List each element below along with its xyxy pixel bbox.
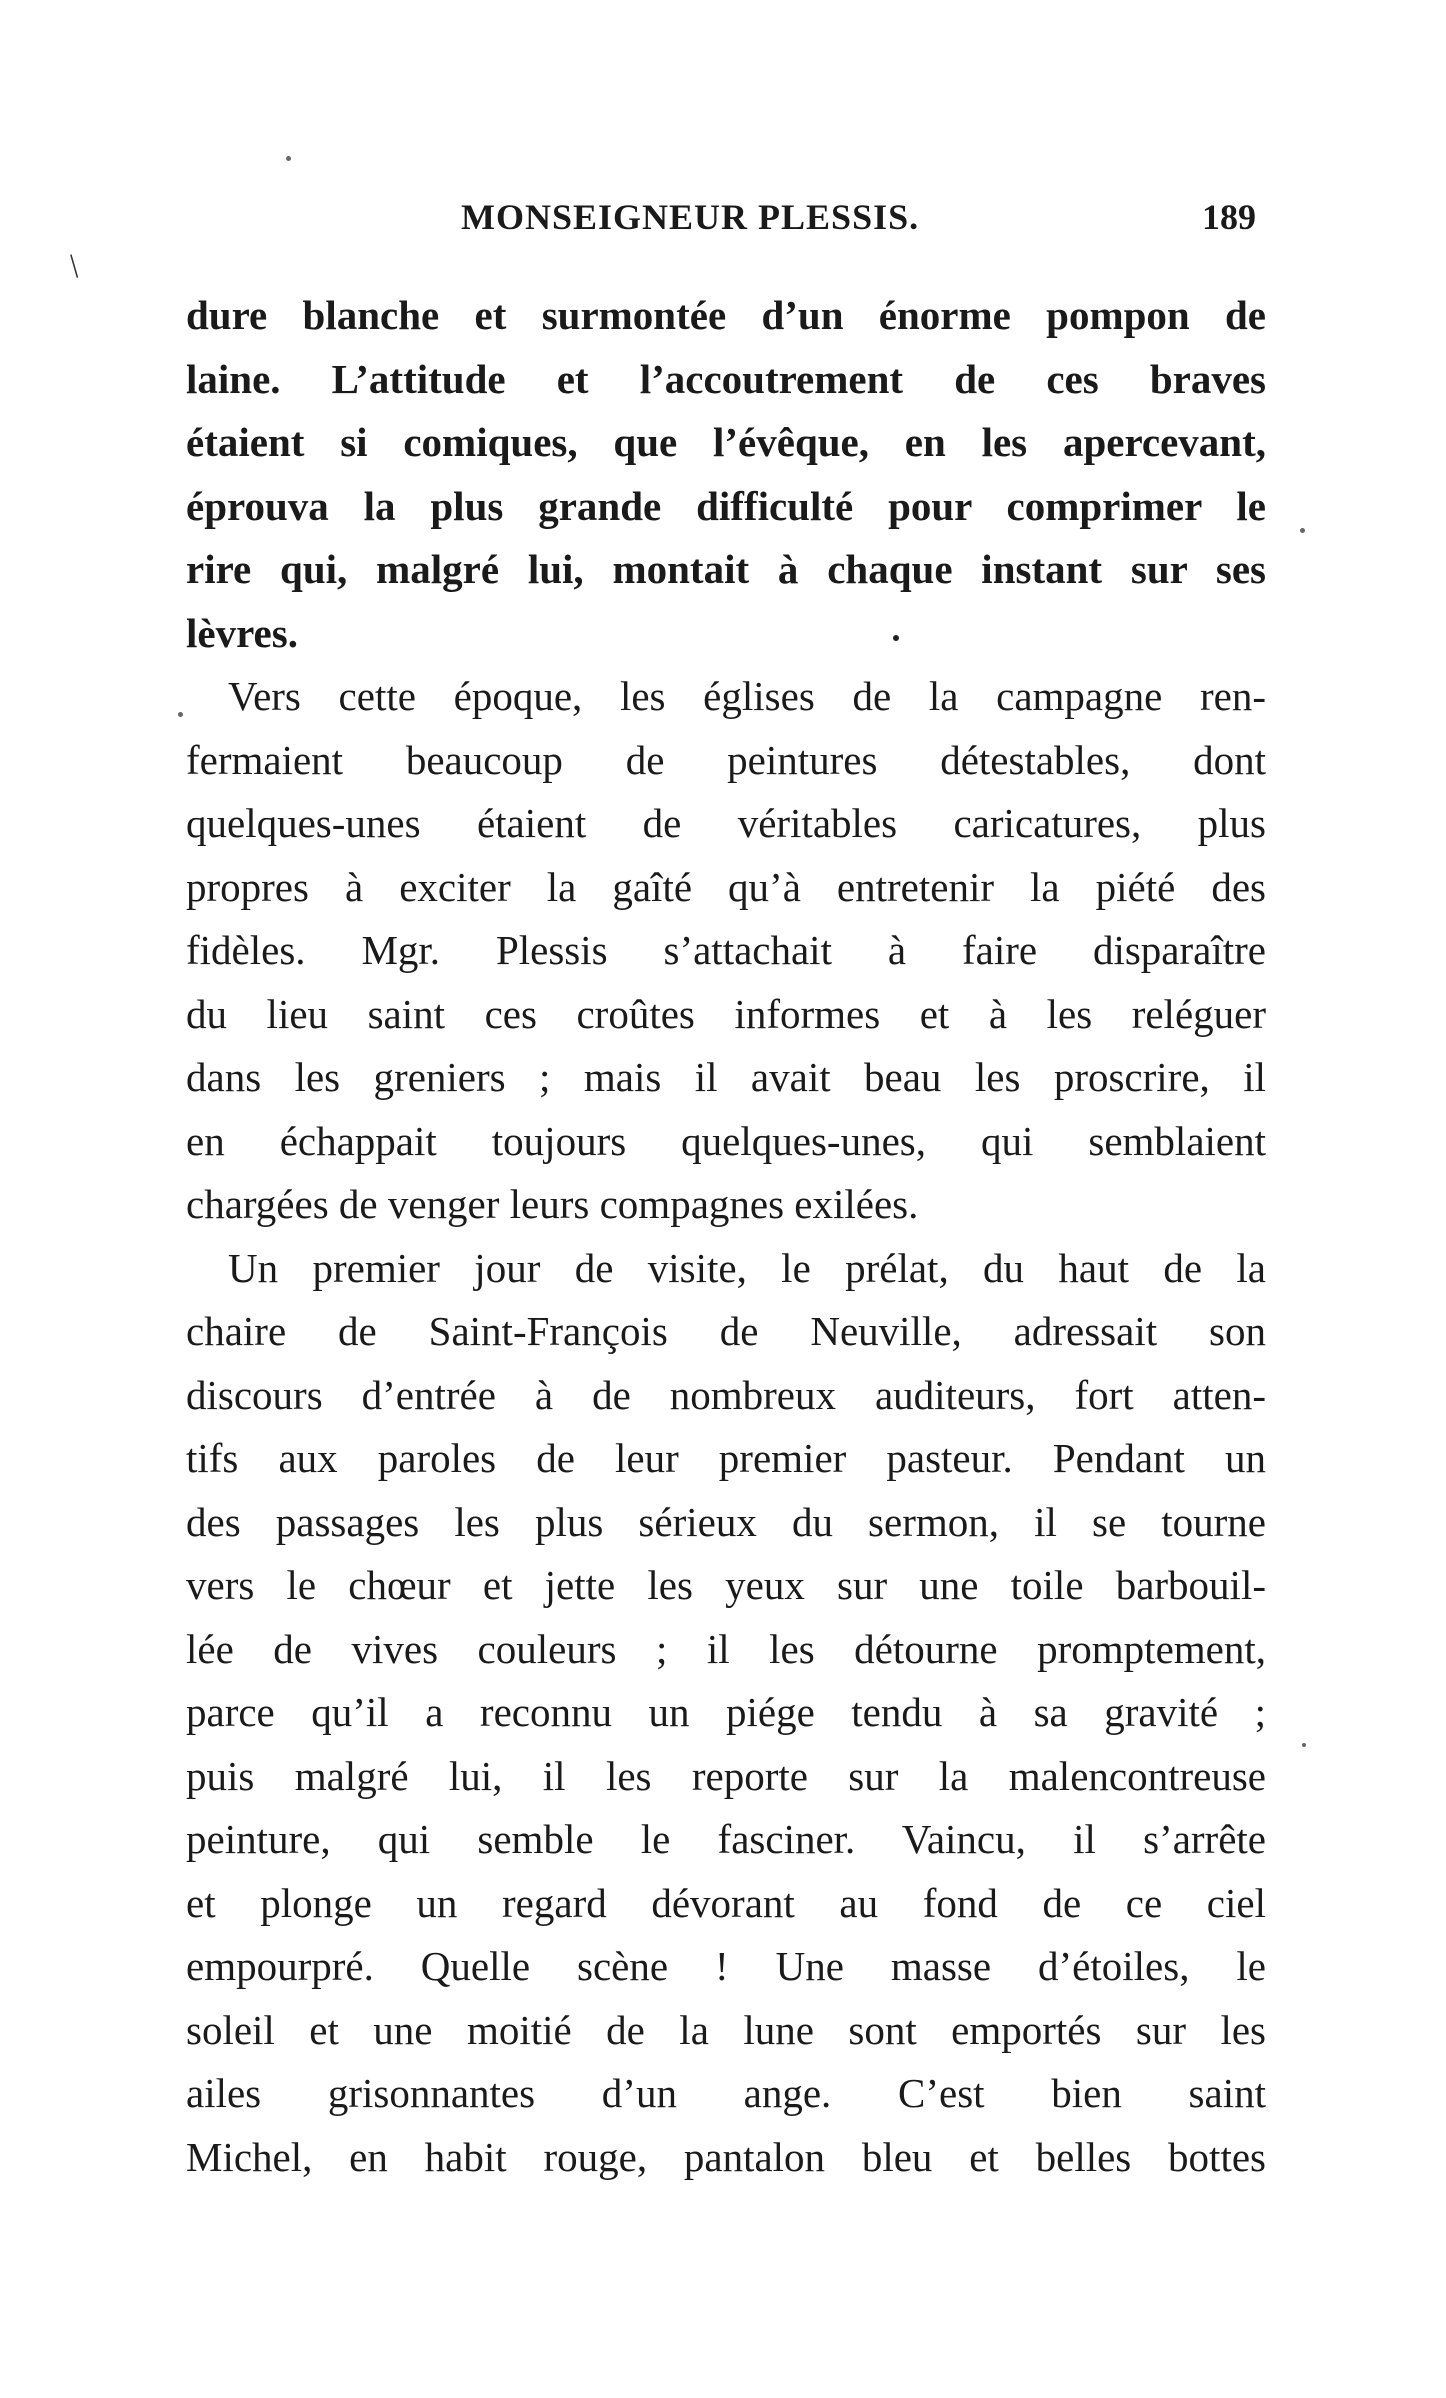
text-line: rire qui, malgré lui, montait à chaque instant sur ses — [186, 546, 1266, 592]
text-line: étaient si comiques, que l’évêque, en les apercevant, — [186, 419, 1266, 465]
text-line: discours d’entrée à de nombreux auditeurs, fort atten- — [186, 1371, 1266, 1418]
text-line: Vers cette époque, les églises de la campagne ren- — [228, 673, 1266, 719]
text-line: Michel, en habit rouge, pantalon bleu et belles bottes — [186, 2133, 1266, 2180]
text-line: des passages les plus sérieux du sermon, il se tourne — [186, 1498, 1266, 1545]
text-line: et plonge un regard dévorant au fond de ce ciel — [186, 1879, 1266, 1926]
text-line: lèvres. — [186, 609, 298, 656]
text-line: dure blanche et surmontée d’un énorme pompon de — [186, 292, 1266, 338]
text-line: fidèles. Mgr. Plessis s’attachait à faire disparaître — [186, 927, 1266, 973]
page-number: 189 — [1202, 197, 1256, 237]
text-line: chargées de venger leurs compagnes exilées. — [186, 1181, 919, 1227]
text-line: propres à exciter la gaîté qu’à entretenir la piété des — [186, 863, 1266, 910]
text-line: en échappait toujours quelques-unes, qui semblaient — [186, 1117, 1266, 1164]
text-line: dans les greniers ; mais il avait beau les proscrire, il — [186, 1054, 1266, 1100]
running-title: MONSEIGNEUR PLESSIS. — [461, 197, 920, 237]
text-line: lée de vives couleurs ; il les détourne promptement, — [186, 1625, 1266, 1672]
text-line: peinture, qui semble le fasciner. Vaincu, il s’arrête — [186, 1816, 1266, 1862]
text-line: ailes grisonnantes d’un ange. C’est bien saint — [186, 2070, 1266, 2116]
text-line: du lieu saint ces croûtes informes et à les reléguer — [186, 990, 1266, 1037]
speck — [286, 156, 291, 161]
text-line: chaire de Saint-François de Neuville, adressait son — [186, 1308, 1266, 1354]
speck — [1300, 528, 1305, 533]
running-head — [186, 196, 1266, 246]
text-line: empourpré. Quelle scène ! Une masse d’étoiles, le — [186, 1943, 1266, 1989]
speck — [1302, 1743, 1306, 1747]
text-line: vers le chœur et jette les yeux sur une toile barbouil- — [186, 1562, 1266, 1608]
text-line: puis malgré lui, il les reporte sur la malencontreuse — [186, 1752, 1266, 1799]
text-line: éprouva la plus grande difficulté pour comprimer le — [186, 482, 1266, 529]
text-line: tifs aux paroles de leur premier pasteur. Pendant un — [186, 1435, 1266, 1481]
margin-tick-mark: / — [59, 248, 89, 285]
text-line: Un premier jour de visite, le prélat, du haut de la — [228, 1244, 1266, 1291]
text-line: soleil et une moitié de la lune sont emportés sur les — [186, 2006, 1266, 2053]
text-line: fermaient beaucoup de peintures détestables, dont — [186, 736, 1266, 783]
speck — [178, 712, 183, 717]
text-line: parce qu’il a reconnu un piége tendu à sa gravité ; — [186, 1689, 1266, 1735]
text-line: quelques-unes étaient de véritables caricatures, plus — [186, 800, 1266, 846]
text-line: laine. L’attitude et l’accoutrement de ces braves — [186, 355, 1266, 402]
body-text — [186, 284, 1266, 2189]
